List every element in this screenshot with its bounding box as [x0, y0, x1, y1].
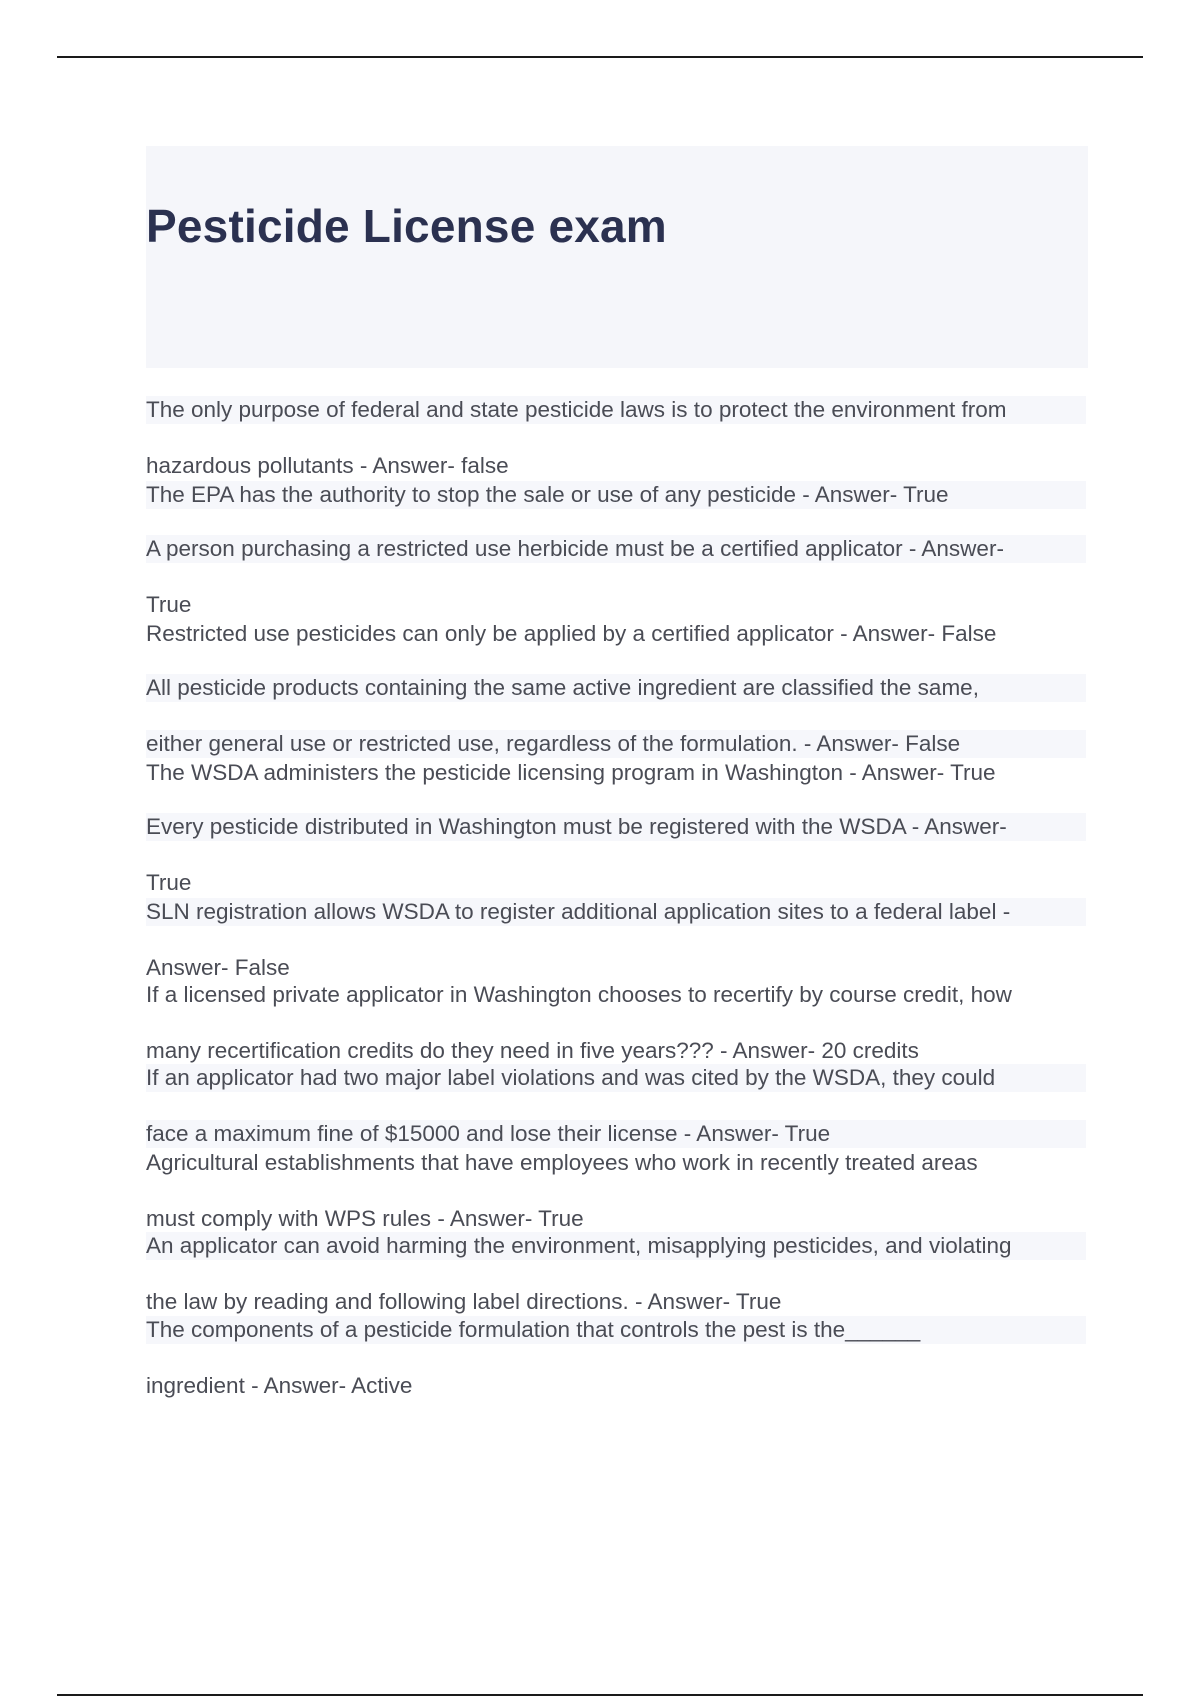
qa-item-5-line-1: All pesticide products containing the same active ingredient are classified the same, — [146, 674, 1086, 702]
qa-item-1-line-1: The only purpose of federal and state pesticide laws is to protect the environment from — [146, 396, 1086, 424]
qa-item-13 — [146, 1288, 1086, 1428]
qa-item-9-line-2: many recertification credits do they need in five years??? - Answer- 20 credits — [146, 1038, 919, 1063]
qa-item-2-line-1: The EPA has the authority to stop the sale or use of any pesticide - Answer- True — [146, 481, 1086, 509]
bottom-rule — [57, 1694, 1143, 1696]
qa-item-13-line-1: The components of a pesticide formulation that controls the pest is the______ — [146, 1316, 1086, 1344]
title-band — [146, 146, 1088, 368]
qa-item-8-line-1: SLN registration allows WSDA to register additional application sites to a federal label - — [146, 898, 1086, 926]
qa-item-10-line-1: If an applicator had two major label violations and was cited by the WSDA, they could — [146, 1064, 1086, 1092]
qa-item-9-line-1: If a licensed private applicator in Washington chooses to recertify by course credit, how — [146, 982, 1012, 1007]
qa-item-1-line-2: hazardous pollutants - Answer- false — [146, 453, 509, 478]
qa-item-3-line-1: A person purchasing a restricted use herbicide must be a certified applicator - Answer- — [146, 535, 1086, 563]
qa-item-4-line-1: Restricted use pesticides can only be applied by a certified applicator - Answer- False — [146, 621, 997, 646]
top-rule — [57, 56, 1143, 58]
qa-item-5-line-2: either general use or restricted use, regardless of the formulation. - Answer- False — [146, 730, 1086, 758]
qa-item-12-line-1: An applicator can avoid harming the environment, misapplying pesticides, and violating — [146, 1232, 1086, 1260]
qa-item-13-line-2: ingredient - Answer- Active — [146, 1373, 413, 1398]
qa-item-6-line-1: The WSDA administers the pesticide licensing program in Washington - Answer- True — [146, 760, 996, 785]
qa-item-3-line-2: True — [146, 592, 192, 617]
qa-item-12-line-2: the law by reading and following label directions. - Answer- True — [146, 1289, 782, 1314]
qa-item-10-line-2: face a maximum fine of $15000 and lose their license - Answer- True — [146, 1120, 1086, 1148]
qa-item-8-line-2: Answer- False — [146, 955, 290, 980]
qa-item-7-line-1: Every pesticide distributed in Washington must be registered with the WSDA - Answer- — [146, 813, 1086, 841]
qa-item-11-line-1: Agricultural establishments that have employees who work in recently treated areas — [146, 1150, 978, 1175]
page-title: Pesticide License exam — [146, 200, 667, 252]
qa-item-11-line-2: must comply with WPS rules - Answer- True — [146, 1206, 584, 1231]
qa-item-7-line-2: True — [146, 870, 192, 895]
